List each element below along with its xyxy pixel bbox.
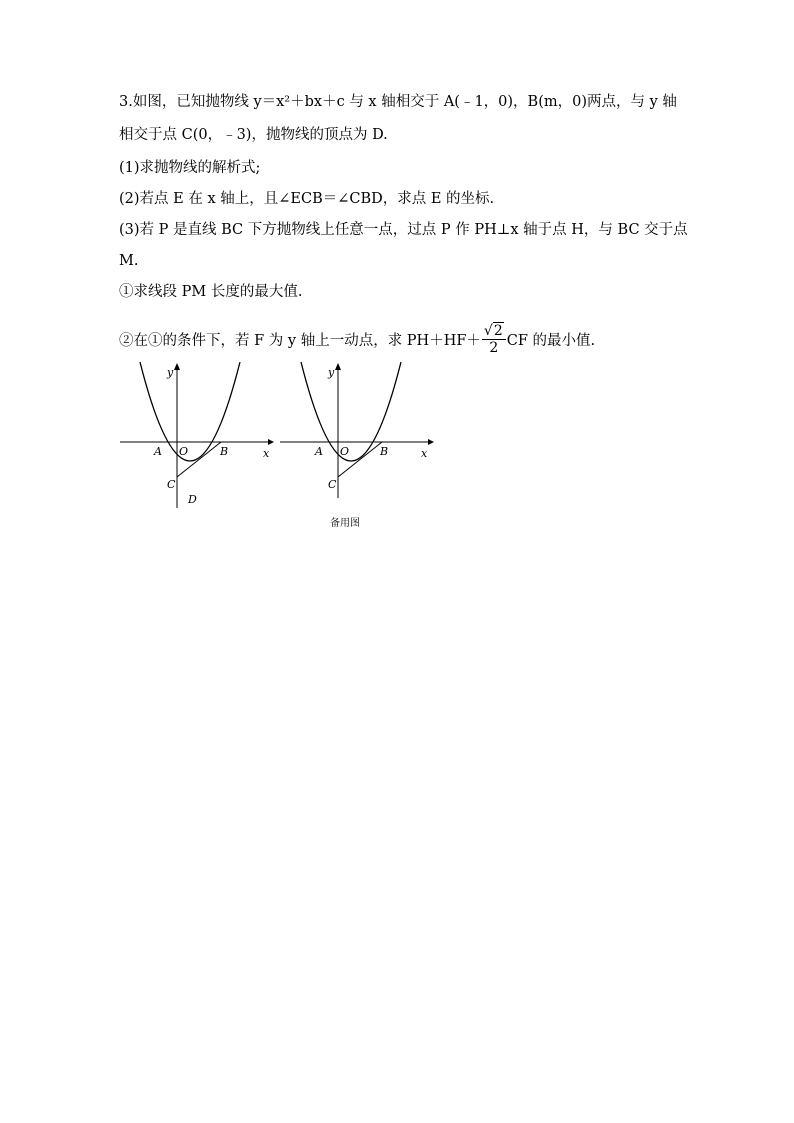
label-c: C [167,478,176,491]
square-root-sign: √2 [483,323,503,339]
question-3-line-2: M. [119,253,139,269]
sub-question-1: ①求线段 PM 长度的最大值. [119,284,303,300]
label-a: A [315,445,323,458]
figure-caption: 备用图 [330,518,360,529]
question-2: (2)若点 E 在 x 轴上，且∠ECB＝∠CBD，求点 E 的坐标. [119,191,495,207]
label-x: x [263,447,270,460]
parabola-figure-1 [118,360,278,510]
label-o: O [340,445,350,458]
problem-line-1: 3.如图，已知抛物线 y＝x²＋bx＋c 与 x 轴相交于 A(﹣1，0)，B(m，0)两点，与 y 轴 [119,94,677,110]
y-axis-arrow-icon [174,363,180,370]
label-a: A [154,445,162,458]
sub-question-2 [119,324,595,358]
label-b: B [220,445,229,458]
label-o: O [179,445,189,458]
sub-question-2-suffix: CF 的最小值. [506,333,596,349]
sqrt2-over-2-fraction [482,322,506,356]
label-d: D [188,493,197,506]
label-y: y [167,366,174,379]
parabola-figure-2 [278,360,438,500]
label-x: x [421,447,428,460]
label-c: C [328,478,337,491]
radicand: 2 [493,323,503,339]
sub-question-2-prefix: ②在①的条件下，若 F 为 y 轴上一动点，求 PH＋HF＋ [119,333,481,349]
label-b: B [380,445,389,458]
question-1: (1)求抛物线的解析式; [119,160,261,176]
x-axis-arrow-icon [428,439,434,445]
question-3-line-1: (3)若 P 是直线 BC 下方抛物线上任意一点，过点 P 作 PH⊥x 轴于点 H，与 BC 交于点 [119,222,688,238]
label-y: y [328,366,335,379]
denominator: 2 [489,340,499,356]
problem-line-2: 相交于点 C(0，﹣3)，抛物线的顶点为 D. [119,127,388,143]
y-axis-arrow-icon [335,363,341,370]
x-axis-arrow-icon [268,439,274,445]
